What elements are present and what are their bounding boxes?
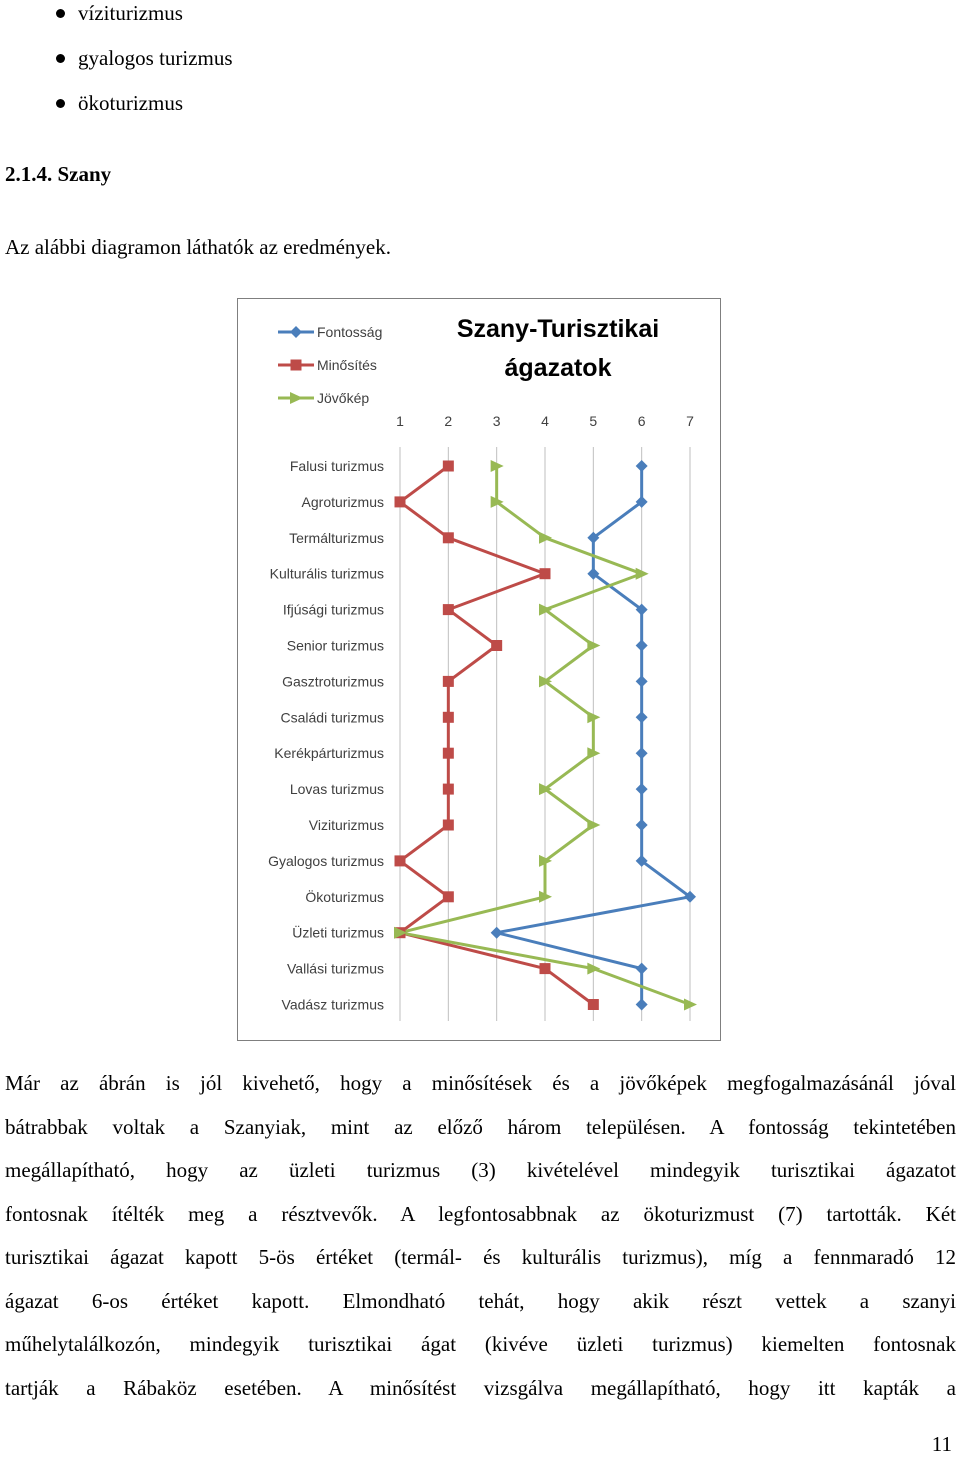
x-tick-label: 4 xyxy=(541,413,549,429)
body-paragraph xyxy=(5,1062,956,1410)
intro-text: Az alábbi diagramon láthatók az eredmények. xyxy=(5,235,391,259)
bullet-text: gyalogos turizmus xyxy=(78,46,233,70)
data-point xyxy=(491,927,503,939)
data-point xyxy=(443,532,454,543)
data-point xyxy=(443,461,454,472)
category-label: Termálturizmus xyxy=(289,529,384,546)
page-number: 11 xyxy=(931,1432,952,1456)
data-point xyxy=(636,460,648,472)
category-label: Üzleti turizmus xyxy=(292,924,384,941)
category-label: Kerékpárturizmus xyxy=(274,745,384,762)
category-label: Ökoturizmus xyxy=(305,888,384,905)
legend-label: Minősítés xyxy=(317,357,377,373)
bullet-dot-icon xyxy=(56,54,65,63)
bullet-dot-icon xyxy=(56,99,65,108)
category-label: Agroturizmus xyxy=(301,493,384,510)
x-tick-label: 3 xyxy=(492,413,501,429)
paragraph-line: Már az ábrán is jól kivehető, hogy a minősítések és a jövőképek megfogalmazásánál jóval xyxy=(5,1071,956,1095)
data-point xyxy=(443,712,454,723)
legend-marker-icon xyxy=(290,392,303,404)
data-point xyxy=(491,640,502,651)
data-point xyxy=(636,999,648,1011)
category-label: Gasztroturizmus xyxy=(282,673,384,690)
data-point xyxy=(443,676,454,687)
category-label: Lovas turizmus xyxy=(289,781,384,798)
legend-marker-icon xyxy=(291,360,302,371)
category-label: Ifjúsági turizmus xyxy=(282,601,384,618)
chart-title-line: ágazatok xyxy=(504,354,612,382)
paragraph-line: bátrabbak voltak a Szanyiak, mint az előző három településen. A fontosság tekintetében xyxy=(5,1114,956,1139)
category-label: Kulturális turizmus xyxy=(269,565,384,582)
data-point xyxy=(443,820,454,831)
legend-label: Jövőkép xyxy=(317,390,370,406)
data-point xyxy=(636,747,648,759)
data-point xyxy=(540,568,551,579)
paragraph-line: fontosnak ítélték meg a résztvevők. A legfontosabbnak az ökoturizmust (7) tartották. Két xyxy=(5,1201,956,1226)
paragraph-line: megállapítható, hogy az üzleti turizmus (3) kivételével mindegyik turisztikai ágazatot xyxy=(5,1158,956,1182)
paragraph-line: turisztikai ágazat kapott 5-ös értéket (termál- és kulturális turizmus), míg a fennmaradó 12 xyxy=(5,1245,956,1269)
chart-title-line: Szany-Turisztikai xyxy=(456,315,660,343)
x-tick-label: 1 xyxy=(396,413,404,429)
data-point xyxy=(540,963,551,974)
category-label: Családi turizmus xyxy=(280,709,384,726)
data-point xyxy=(636,640,648,652)
category-label: Senior turizmus xyxy=(286,637,384,654)
paragraph-line: műhelytalálkozón, mindegyik turisztikai ágat (kivéve üzleti turizmus) kiemelten fontosnak xyxy=(5,1332,956,1356)
legend-label: Fontosság xyxy=(317,324,383,340)
chart-frame xyxy=(237,298,721,1041)
paragraph-line: ágazat 6-os értéket kapott. Elmondható tehát, hogy akik részt vettek a szanyi xyxy=(5,1288,956,1313)
bullet-text: víziturizmus xyxy=(78,1,183,25)
category-label: Gyalogos turizmus xyxy=(268,852,384,869)
data-point xyxy=(443,784,454,795)
x-tick-label: 2 xyxy=(444,413,453,429)
data-point xyxy=(587,640,600,652)
category-label: Vadász turizmus xyxy=(281,996,384,1013)
x-tick-label: 5 xyxy=(589,413,598,429)
data-point xyxy=(588,999,599,1010)
data-point xyxy=(587,819,600,831)
data-point xyxy=(443,891,454,902)
paragraph-line: tartják a Rábaköz esetében. A minősítést vizsgálva megállapítható, hogy itt kapták a xyxy=(5,1375,956,1400)
data-point xyxy=(443,604,454,615)
data-point xyxy=(636,819,648,831)
section-heading: 2.1.4. Szany xyxy=(5,162,112,186)
data-point xyxy=(636,675,648,687)
data-point xyxy=(395,855,406,866)
line-chart xyxy=(238,299,722,1042)
legend-marker-icon xyxy=(290,326,302,338)
x-tick-label: 6 xyxy=(637,413,646,429)
bullet-text: ökoturizmus xyxy=(78,91,183,115)
bullet-dot-icon xyxy=(56,9,65,18)
category-label: Vallási turizmus xyxy=(287,960,384,977)
category-label: Falusi turizmus xyxy=(289,458,384,474)
data-point xyxy=(636,963,648,975)
data-point xyxy=(395,496,406,507)
data-point xyxy=(443,748,454,759)
data-point xyxy=(636,711,648,723)
x-tick-label: 7 xyxy=(686,413,694,429)
category-label: Viziturizmus xyxy=(308,817,384,833)
data-point xyxy=(636,783,648,795)
data-point xyxy=(587,963,600,975)
